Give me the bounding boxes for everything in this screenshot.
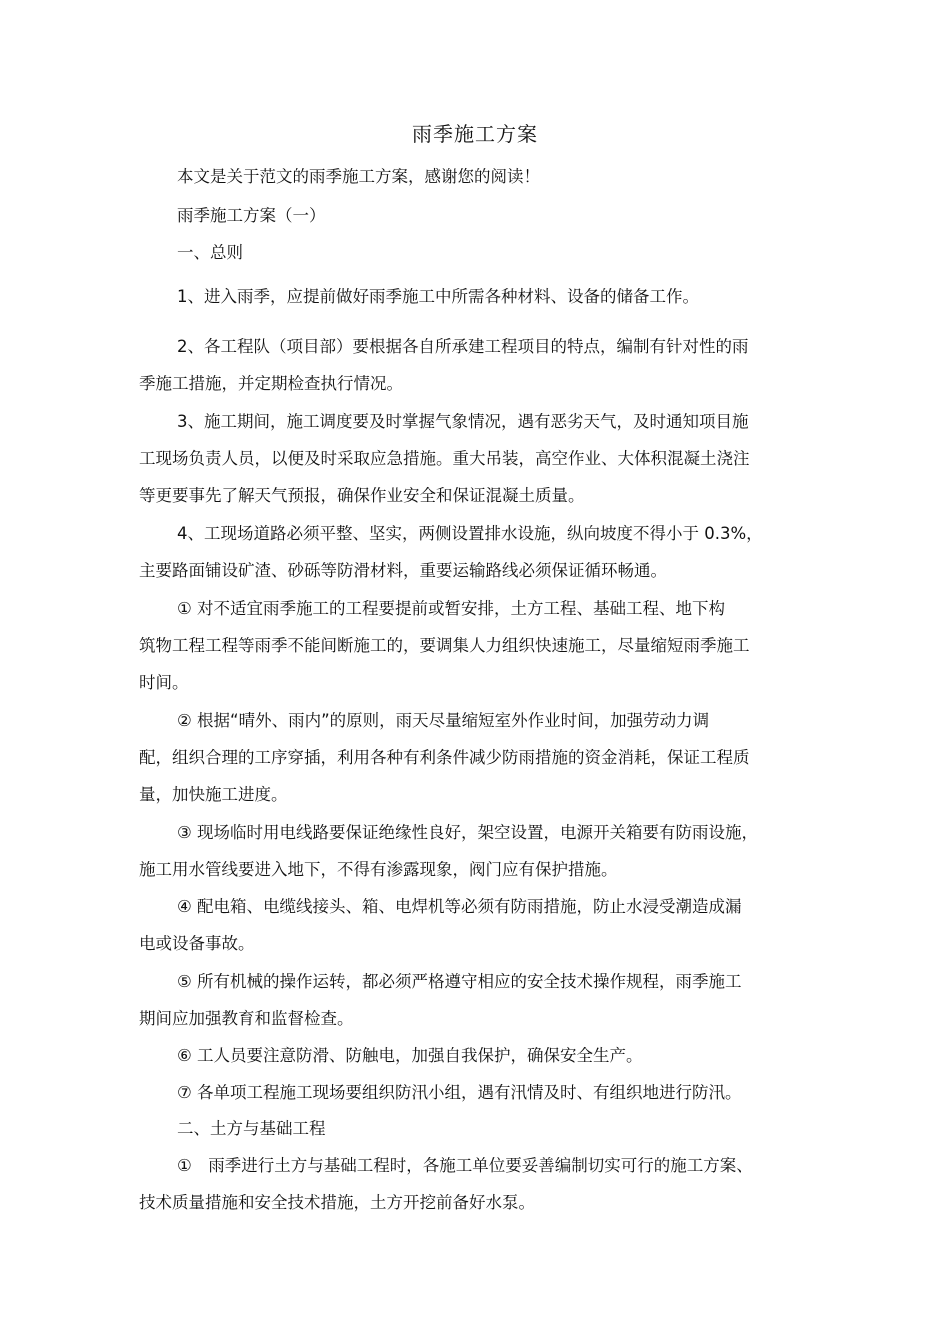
paragraph-line: 4、工现场道路必须平整、坚实，两侧设置排水设施，纵向坡度不得小于 0.3%，	[177, 524, 763, 543]
paragraph-line: 主要路面铺设矿渣、砂砾等防滑材料，重要运输路线必须保证循环畅通。	[139, 561, 667, 580]
list-item-line: 技术质量措施和安全技术措施，土方开挖前备好水泵。	[139, 1193, 535, 1212]
paragraph-line: 工现场负责人员，以便及时采取应急措施。重大吊装，高空作业、大体积混凝土浇注	[139, 449, 750, 468]
list-item-line: 筑物工程工程等雨季不能间断施工的，要调集人力组织快速施工，尽量缩短雨季施工	[139, 636, 750, 655]
list-item-line: ⑦ 各单项工程施工现场要组织防汛小组，遇有汛情及时、有组织地进行防汛。	[177, 1083, 742, 1102]
paragraph-line: 1、进入雨季，应提前做好雨季施工中所需各种材料、设备的储备工作。	[177, 287, 699, 306]
list-item-line: ④ 配电箱、电缆线接头、箱、电焊机等必须有防雨措施，防止水浸受潮造成漏	[177, 897, 742, 916]
list-item-line: ① 雨季进行土方与基础工程时，各施工单位要妥善编制切实可行的施工方案、	[177, 1156, 753, 1175]
list-item-line: 施工用水管线要进入地下，不得有渗露现象，阀门应有保护措施。	[139, 860, 618, 879]
document-title: 雨季施工方案	[412, 122, 538, 146]
list-item-line: ① 对不适宜雨季施工的工程要提前或暂安排，土方工程、基础工程、地下构	[177, 599, 726, 618]
list-item-line: 量，加快施工进度。	[139, 785, 288, 804]
list-item-line: ⑤ 所有机械的操作运转，都必须严格遵守相应的安全技术操作规程，雨季施工	[177, 972, 742, 991]
list-item-line: 期间应加强教育和监督检查。	[139, 1009, 354, 1028]
intro-line: 本文是关于范文的雨季施工方案，感谢您的阅读！	[177, 167, 540, 186]
list-item-line: ② 根据“晴外、雨内”的原则，雨天尽量缩短室外作业时间，加强劳动力调	[177, 711, 710, 730]
paragraph-line: 2、各工程队（项目部）要根据各自所承建工程项目的特点，编制有针对性的雨	[177, 337, 749, 356]
section-heading: 二、土方与基础工程	[177, 1119, 326, 1138]
list-item-line: ③ 现场临时用电线路要保证绝缘性良好，架空设置，电源开关箱要有防雨设施，	[177, 823, 759, 842]
paragraph-line: 3、施工期间，施工调度要及时掌握气象情况，遇有恶劣天气，及时通知项目施	[177, 412, 749, 431]
paragraph-line: 季施工措施，并定期检查执行情况。	[139, 374, 403, 393]
list-item-line: ⑥ 工人员要注意防滑、防触电，加强自我保护，确保安全生产。	[177, 1046, 643, 1065]
list-item-line: 配，组织合理的工序穿插，利用各种有利条件减少防雨措施的资金消耗，保证工程质	[139, 748, 750, 767]
section-heading: 雨季施工方案（一）	[177, 206, 326, 225]
list-item-line: 电或设备事故。	[139, 934, 255, 953]
paragraph-line: 等更要事先了解天气预报，确保作业安全和保证混凝土质量。	[139, 486, 585, 505]
section-heading: 一、总则	[177, 243, 243, 262]
list-item-line: 时间。	[139, 673, 189, 692]
